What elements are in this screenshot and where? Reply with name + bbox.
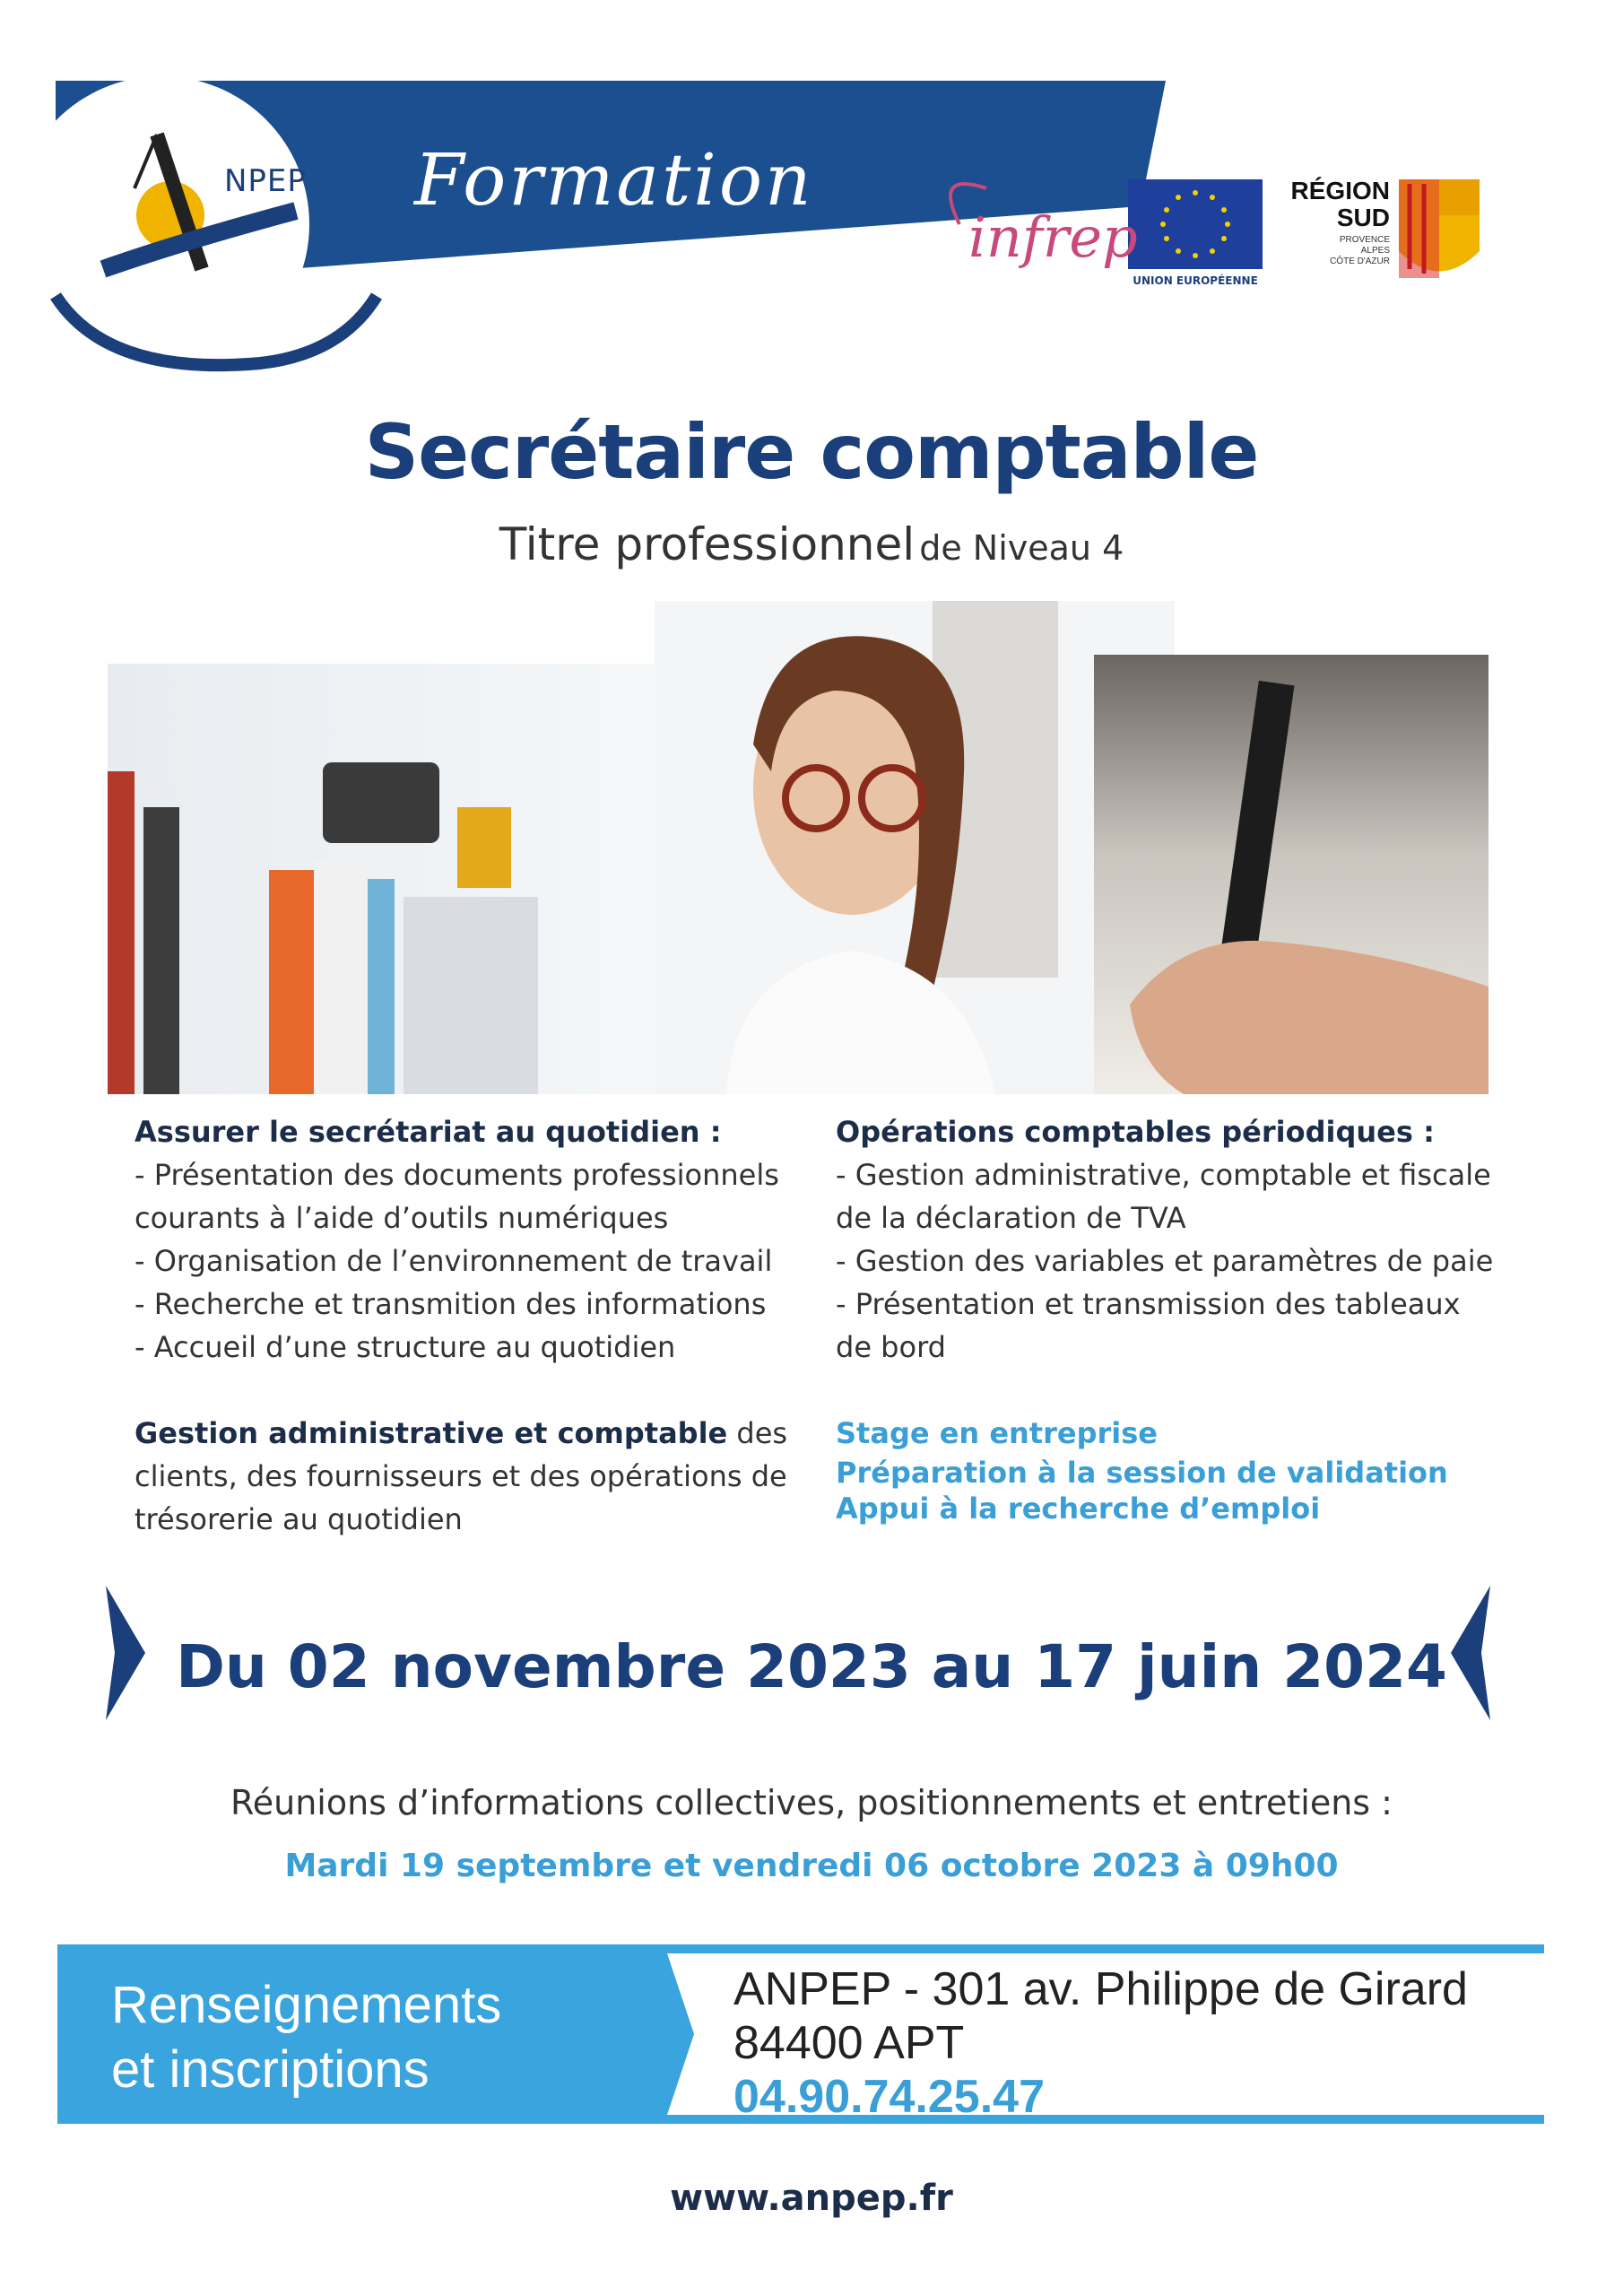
list-item: - Recherche et transmition des informations [135, 1287, 767, 1321]
region-sub-2: ALPES [1360, 246, 1390, 256]
left-column [135, 1110, 798, 1541]
banner-title: Formation [414, 138, 814, 222]
list-item: - Présentation des documents professionnels [135, 1158, 779, 1192]
contact-title [111, 1973, 501, 2102]
list-item: courants à l’aide d’outils numériques [135, 1201, 669, 1235]
blue-item: Préparation à la session de validation [836, 1456, 1448, 1490]
reunions-label: Réunions d’informations collectives, positionnements et entretiens : [230, 1783, 1393, 1822]
list-item: - Gestion administrative, comptable et fiscale [836, 1158, 1491, 1192]
subtitle [0, 518, 1623, 570]
contact-title-line-1: Renseignements [111, 1976, 502, 2034]
contact-title-line-2: et inscriptions [111, 2040, 430, 2099]
blue-item: Appui à la recherche d’emploi [836, 1492, 1321, 1526]
infrep-logo-text: infrep [968, 204, 1138, 270]
anpep-logo-text: NPEP [224, 163, 307, 199]
contact-notch-overlay [667, 1953, 694, 2115]
region-sub-1: PROVENCE [1339, 235, 1390, 245]
photo-collage [108, 592, 1488, 1094]
page-title: Secrétaire comptable [364, 408, 1259, 496]
subtitle-small: de Niveau 4 [919, 528, 1124, 568]
subtitle-large: Titre professionnel [499, 518, 916, 570]
website-link[interactable]: www.anpep.fr [670, 2178, 953, 2219]
eu-flag-icon [1128, 179, 1263, 269]
left-heading-2 [135, 1412, 798, 1455]
eu-caption: UNION EUROPÉENNE [1133, 274, 1258, 287]
region-sud-shield-icon [1399, 179, 1480, 278]
list-item: trésorerie au quotidien [135, 1502, 463, 1536]
list-item: de la déclaration de TVA [836, 1201, 1186, 1235]
right-heading-1: Opérations comptables périodiques : [836, 1115, 1435, 1149]
list-item: - Présentation et transmission des tableaux [836, 1287, 1461, 1321]
left-heading-2-bold: Gestion administrative et comptable [135, 1416, 728, 1450]
region-title-1: RÉGION [1290, 177, 1390, 204]
address-line-2: 84400 APT [733, 2017, 965, 2069]
left-heading-2-rest: des [727, 1416, 788, 1450]
list-item: de bord [836, 1330, 946, 1364]
training-dates: Du 02 novembre 2023 au 17 juin 2024 [176, 1632, 1447, 1701]
region-title-2: SUD [1336, 204, 1390, 231]
list-item: - Organisation de l’environnement de travail [135, 1244, 773, 1278]
phone-number[interactable]: 04.90.74.25.47 [733, 2071, 1045, 2123]
address-line-1: ANPEP - 301 av. Philippe de Girard [733, 1963, 1468, 2015]
pen-photo [1094, 655, 1488, 1094]
list-item: - Gestion des variables et paramètres de paie [836, 1244, 1494, 1278]
list-item: - Accueil d’une structure au quotidien [135, 1330, 676, 1364]
left-heading-1: Assurer le secrétariat au quotidien : [135, 1115, 722, 1149]
contact-info [733, 1962, 1468, 2124]
reunions-dates: Mardi 19 septembre et vendredi 06 octobre 2023 à 09h00 [284, 1848, 1339, 1884]
region-sub-3: CÔTE D'AZUR [1330, 257, 1390, 266]
right-column [836, 1110, 1517, 1526]
list-item: clients, des fournisseurs et des opérations de [135, 1459, 787, 1493]
blue-item: Stage en entreprise [836, 1416, 1158, 1450]
